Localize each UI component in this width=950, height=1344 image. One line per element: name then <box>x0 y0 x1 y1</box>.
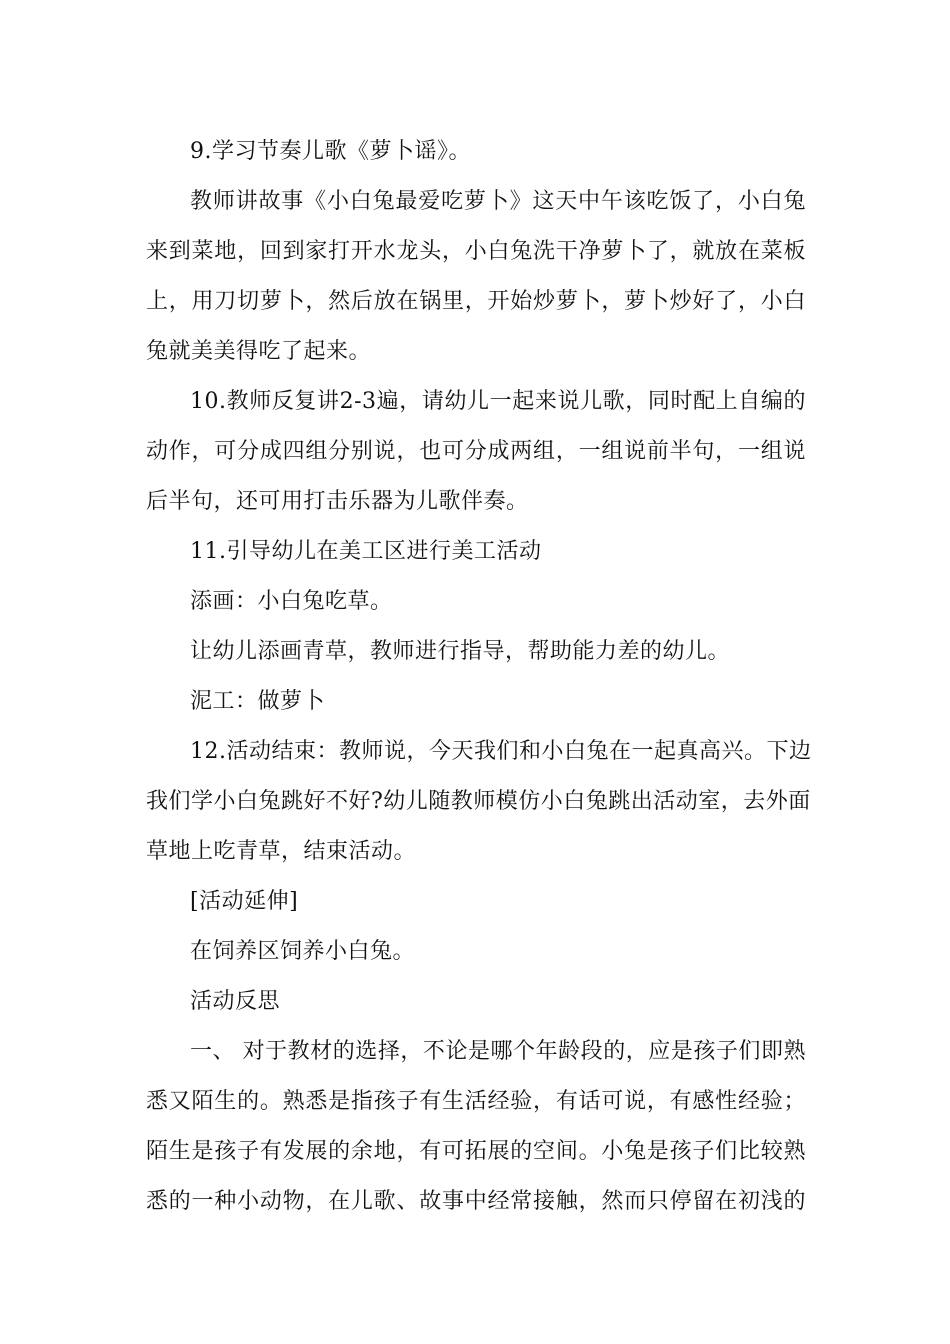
text-line: 在饲养区饲养小白兔。 <box>190 939 416 964</box>
text-line: 我们学小白兔跳好不好?幼儿随教师模仿小白兔跳出活动室，去外面 <box>146 789 811 814</box>
text-line: 一、 对于教材的选择，不论是哪个年龄段的，应是孩子们即熟 <box>190 1039 806 1064</box>
text-line: 悉又陌生的。熟悉是指孩子有生活经验，有话可说，有感性经验； <box>146 1089 806 1114</box>
text-line: 后半句，还可用打击乐器为儿歌伴奏。 <box>146 489 529 514</box>
text-line: 11.引导幼儿在美工区进行美工活动 <box>190 539 542 564</box>
text-line: 兔就美美得吃了起来。 <box>146 339 372 364</box>
text-line: 10.教师反复讲2-3遍，请幼儿一起来说儿歌，同时配上自编的 <box>190 389 806 414</box>
text-line: 教师讲故事《小白兔最爱吃萝卜》这天中午该吃饭了，小白兔 <box>190 189 806 214</box>
text-line: 陌生是孩子有发展的余地，有可拓展的空间。小兔是孩子们比较熟 <box>146 1139 806 1164</box>
text-line: 活动反思 <box>190 989 281 1014</box>
text-line: [活动延伸] <box>190 889 299 914</box>
text-line: 9.学习节奏儿歌《萝卜谣》。 <box>190 139 471 164</box>
text-line: 添画：小白兔吃草。 <box>190 589 393 614</box>
text-line: 来到菜地，回到家打开水龙头，小白兔洗干净萝卜了，就放在菜板 <box>146 239 806 264</box>
text-line: 上，用刀切萝卜，然后放在锅里，开始炒萝卜，萝卜炒好了，小白 <box>146 289 806 314</box>
text-line: 动作，可分成四组分别说，也可分成两组，一组说前半句，一组说 <box>146 439 806 464</box>
text-line: 让幼儿添画青草，教师进行指导，帮助能力差的幼儿。 <box>190 639 731 664</box>
text-line: 草地上吃青草，结束活动。 <box>146 839 417 864</box>
text-line: 泥工：做萝卜 <box>190 689 326 714</box>
text-line: 12.活动结束：教师说，今天我们和小白兔在一起真高兴。下边 <box>190 739 812 764</box>
text-line: 悉的一种小动物，在儿歌、故事中经常接触，然而只停留在初浅的 <box>146 1189 806 1214</box>
